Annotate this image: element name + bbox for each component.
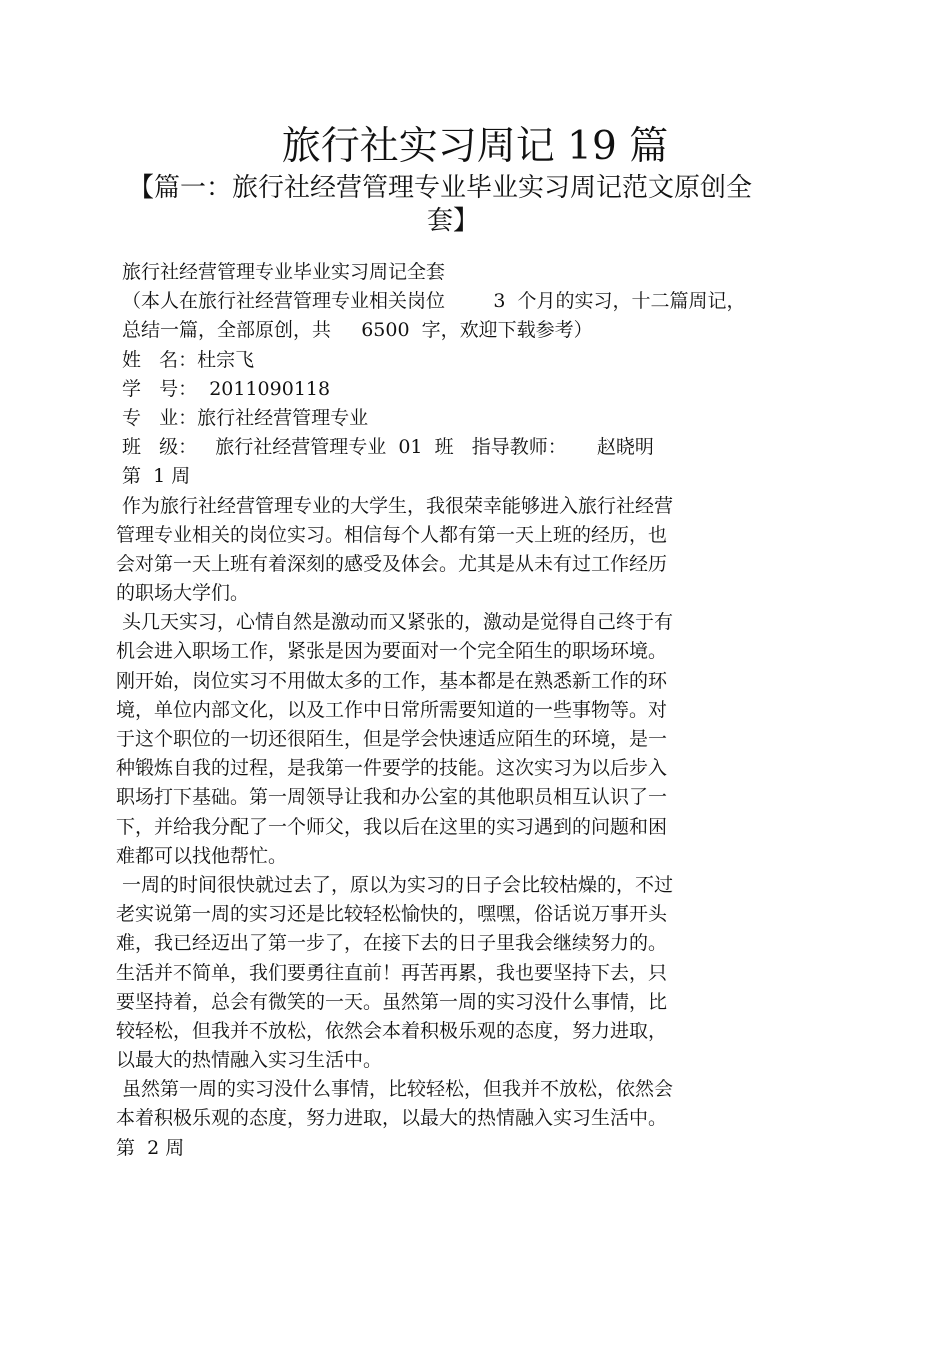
- paragraph-line: 虽然第一周的实习没什么事情，比较轻松，但我并不放松，依然会: [122, 1078, 674, 1101]
- paragraph-line: 管理专业相关的岗位实习。相信每个人都有第一天上班的经历，也: [116, 523, 668, 546]
- paragraph-line: 种锻炼自我的过程，是我第一件要学的技能。这次实习为以后步入: [116, 757, 668, 780]
- info-heading: 旅行社经营管理专业毕业实习周记全套: [122, 261, 446, 283]
- student-major: 专 业：旅行社经营管理专业: [122, 406, 369, 429]
- intro-line-2: 总结一篇，全部原创，共 6500 字，欢迎下载参考）: [122, 319, 593, 342]
- intro-line-1: （本人在旅行社经营管理专业相关岗位 3 个月的实习，十二篇周记，: [122, 290, 746, 313]
- class-and-teacher: 班 级： 旅行社经营管理专业 01 班 指导教师： 赵晓明: [122, 436, 654, 459]
- student-name: 姓 名：杜宗飞: [122, 348, 255, 371]
- paragraph-line: 于这个职位的一切还很陌生，但是学会快速适应陌生的环境，是一: [116, 728, 668, 750]
- paragraph-line: 难，我已经迈出了第一步了，在接下去的日子里我会继续努力的。: [116, 932, 668, 955]
- week1-paragraph-3: [116, 871, 836, 1075]
- week1-heading: 第 1 周: [122, 465, 191, 488]
- document-body: [116, 258, 836, 1163]
- week1-paragraph-2: [116, 608, 836, 871]
- student-id: 学 号： 2011090118: [122, 377, 331, 400]
- week1-paragraph-4: [116, 1075, 836, 1133]
- paragraph-line: 头几天实习，心情自然是激动而又紧张的，激动是觉得自己终于有: [122, 611, 674, 634]
- paragraph-line: 要坚持着，总会有微笑的一天。虽然第一周的实习没什么事情，比: [116, 990, 668, 1013]
- week1-paragraph-1: [116, 492, 836, 609]
- paragraph-line: 境，单位内部文化，以及工作中日常所需要知道的一些事物等。对: [116, 698, 668, 721]
- paragraph-line: 老实说第一周的实习还是比较轻松愉快的，嘿嘿，俗话说万事开头: [116, 903, 668, 926]
- paragraph-line: 会对第一天上班有着深刻的感受及体会。尤其是从未有过工作经历: [116, 552, 668, 575]
- paragraph-line: 较轻松，但我并不放松，依然会本着积极乐观的态度，努力进取，: [116, 1019, 668, 1042]
- paragraph-line: 职场打下基础。第一周领导让我和办公室的其他职员相互认识了一: [116, 786, 668, 809]
- subtitle-line-1: 【篇一：旅行社经营管理专业毕业实习周记范文原创全: [128, 173, 753, 203]
- paragraph-line: 生活并不简单，我们要勇往直前！再苦再累，我也要坚持下去，只: [116, 961, 668, 984]
- paragraph-line: 作为旅行社经营管理专业的大学生，我很荣幸能够进入旅行社经营: [122, 494, 674, 517]
- week2-heading: 第 2 周: [116, 1136, 185, 1159]
- paragraph-line: 一周的时间很快就过去了，原以为实习的日子会比较枯燥的，不过: [122, 873, 674, 896]
- document-title: 旅行社实习周记 19 篇: [281, 124, 669, 169]
- paragraph-line: 的职场大学们。: [116, 582, 250, 605]
- paragraph-line: 机会进入职场工作，紧张是因为要面对一个完全陌生的职场环境。: [116, 640, 668, 663]
- subtitle-line-2: 套】: [426, 206, 479, 236]
- paragraph-line: 难都可以找他帮忙。: [116, 844, 288, 867]
- paragraph-line: 刚开始，岗位实习不用做太多的工作，基本都是在熟悉新工作的环: [116, 669, 668, 692]
- document-subtitle: [128, 172, 778, 238]
- paragraph-line: 下，并给我分配了一个师父，我以后在这里的实习遇到的问题和困: [116, 815, 668, 838]
- paragraph-line: 以最大的热情融入实习生活中。: [116, 1049, 383, 1072]
- paragraph-line: 本着积极乐观的态度，努力进取，以最大的热情融入实习生活中。: [116, 1107, 668, 1130]
